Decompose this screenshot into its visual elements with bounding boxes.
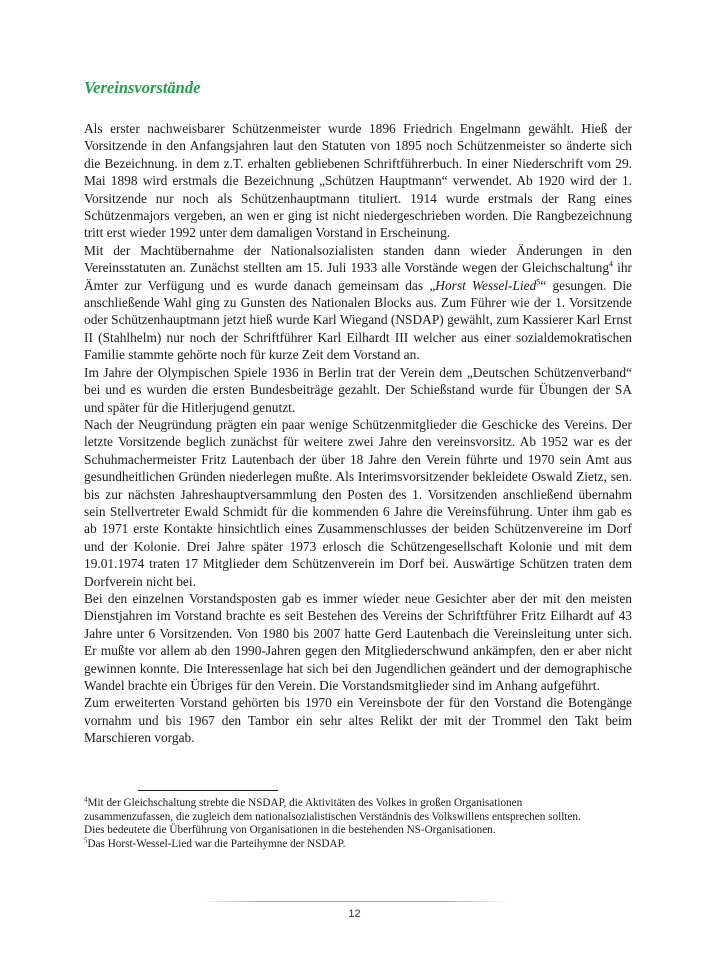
footnote-number: 5 — [84, 836, 88, 845]
paragraph-text: “ gesungen. Die anschließende Wahl ging zu Gunsten des Nationalen Blocks aus. Zum Führer wie der 1. Vorsitzende oder Schützenhauptmann jetzt hieß wurde Karl Wiegand (NSDAP) gewählt, zum Kassierer Karl Ernst II (Stahlhelm) nur noch der Schriftführer Karl Eilhardt III welcher aus einer sozialdemokratischen Familie stammte gehörte noch für kurze Zeit dem Vorstand an. — [84, 277, 632, 363]
song-title: Horst Wessel-Lied — [435, 277, 537, 293]
footnote-separator — [138, 790, 278, 791]
footnotes — [84, 797, 604, 851]
footnote-text: Das Horst-Wessel-Lied war die Parteihymne der NSDAP. — [87, 837, 346, 850]
footnote-5 — [84, 838, 604, 852]
body-text — [84, 120, 632, 747]
paragraph-olympische-spiele: Im Jahre der Olympischen Spiele 1936 in Berlin trat der Verein dem „Deutschen Schützenverband“ bei und es wurden die ersten Bundesbeiträge gezahlt. Der Schießstand wurde für Übungen der SA und später für die Hitlerjugend genutzt. — [84, 364, 632, 415]
footnote-ref-4[interactable]: 4 — [609, 259, 614, 269]
paragraph-erweiterter-vorstand: Zum erweiterten Vorstand gehörten bis 1970 ein Vereinsbote der für den Vorstand die Botengänge vornahm und bis 1967 den Tambor ein sehr altes Relikt der mit der Trommel den Takt beim Marschieren vorgab. — [84, 695, 632, 746]
paragraph-vorstandsposten: Bei den einzelnen Vorstandsposten gab es immer wieder neue Gesichter aber der mit den meisten Dienstjahren im Vorstand brachte es seit Bestehen des Vereins der Schriftführer Fritz Eilhardt auf 43 Jahre unter 6 Vorsitzenden. Von 1980 bis 2007 hatte Gerd Lautenbach die Vereinsleitung unter sich. Er mußte vor allem ab den 1990-Jahren gegen den Mitgliederschwund ankämpfen, den er aber nicht gewinnen konnte. Die Interessenlage hat sich bei den Jugendlichen geändert und der demographische Wandel brachte ein Übriges für den Verein. Die Vorstandsmitglieder sind im Anhang aufgeführt. — [84, 590, 632, 693]
page-number: 12 — [348, 908, 361, 920]
footnote-ref-5[interactable]: 5 — [536, 277, 541, 287]
footnote-number: 4 — [84, 795, 88, 804]
paragraph-machtuebernahme — [84, 242, 632, 364]
paragraph-neugruendung: Nach der Neugründung prägten ein paar wenige Schützenmitglieder die Geschicke des Vereins. Der letzte Vorsitzende beglich zunächst für weitere zwei Jahre den vereinsvorsitz. Ab 1952 war es der Schuhmachermeister Fritz Lautenbach der über 18 Jahre den Verein führte und 1970 sein Amt aus gesundheitlichen Gründen niederlegen mußte. Als Interimsvorsitzender bekleidete Oswald Zietz, sen. bis zur nächsten Jahreshauptversammlung den Posten des 1. Vorsitzenden anschließend übernahm sein Stellvertreter Ewald Schmidt für die kommenden 6 Jahre die Vereinsführung. Unter ihm gab es ab 1971 erste Kontakte hinsichtlich eines Zusammenschlusses der beiden Schützenvereine im Dorf und der Kolonie. Drei Jahre später 1973 erlosch die Schützengesellschaft Kolonie und mit dem 19.01.1974 traten 17 Mitglieder dem Schützenverein im Dorf bei. Auswärtige Schützen traten dem Dorfverein nicht bei. — [84, 416, 632, 589]
footnote-4 — [84, 797, 604, 838]
paragraph-text: Mit der Machtübernahme der Nationalsozialisten standen dann wieder Änderungen in den Vereinsstatuten an. Zunächst stellten am 15. Juli 1933 alle Vorstände wegen der Gleichschaltung — [84, 242, 632, 276]
page-footer-rule — [200, 901, 509, 902]
footnote-text: Mit der Gleichschaltung strebte die NSDAP, die Aktivitäten des Volkes in großen Organisationen zusammenzufassen, die zugleich dem nationalsozialistischen Verständnis des Volkswillens entsprechen sollten. Dies bedeutete die Überführung von Organisationen in die bestehenden NS-Organisationen. — [84, 797, 581, 837]
section-heading: Vereinsvorstände — [84, 78, 201, 97]
paragraph-schuetzenmeister: Als erster nachweisbarer Schützenmeister wurde 1896 Friedrich Engelmann gewählt. Hieß der Vorsitzende in den Anfangsjahren laut den Statuten von 1895 noch Schützenmeister so änderte sich die Bezeichnung. in dem z.T. erhalten gebliebenen Schriftführerbuch. In einer Niederschrift vom 29. Mai 1898 wird erstmals die Bezeichnung „Schützen Hauptmann“ verwendet. Ab 1920 wird der 1. Vorsitzende nur noch als Schützenhauptmann tituliert. 1914 wurde erstmals der Rang eines Schützenmajors vergeben, an wen er ging ist nicht niedergeschrieben worden. Die Rangbezeichnung tritt erst wieder 1992 unter dem damaligen Vorstand in Erscheinung. — [84, 121, 632, 241]
paragraph-text: ihr Ämter zur Verfügung und es wurde danach gemeinsam das „ — [84, 260, 632, 293]
